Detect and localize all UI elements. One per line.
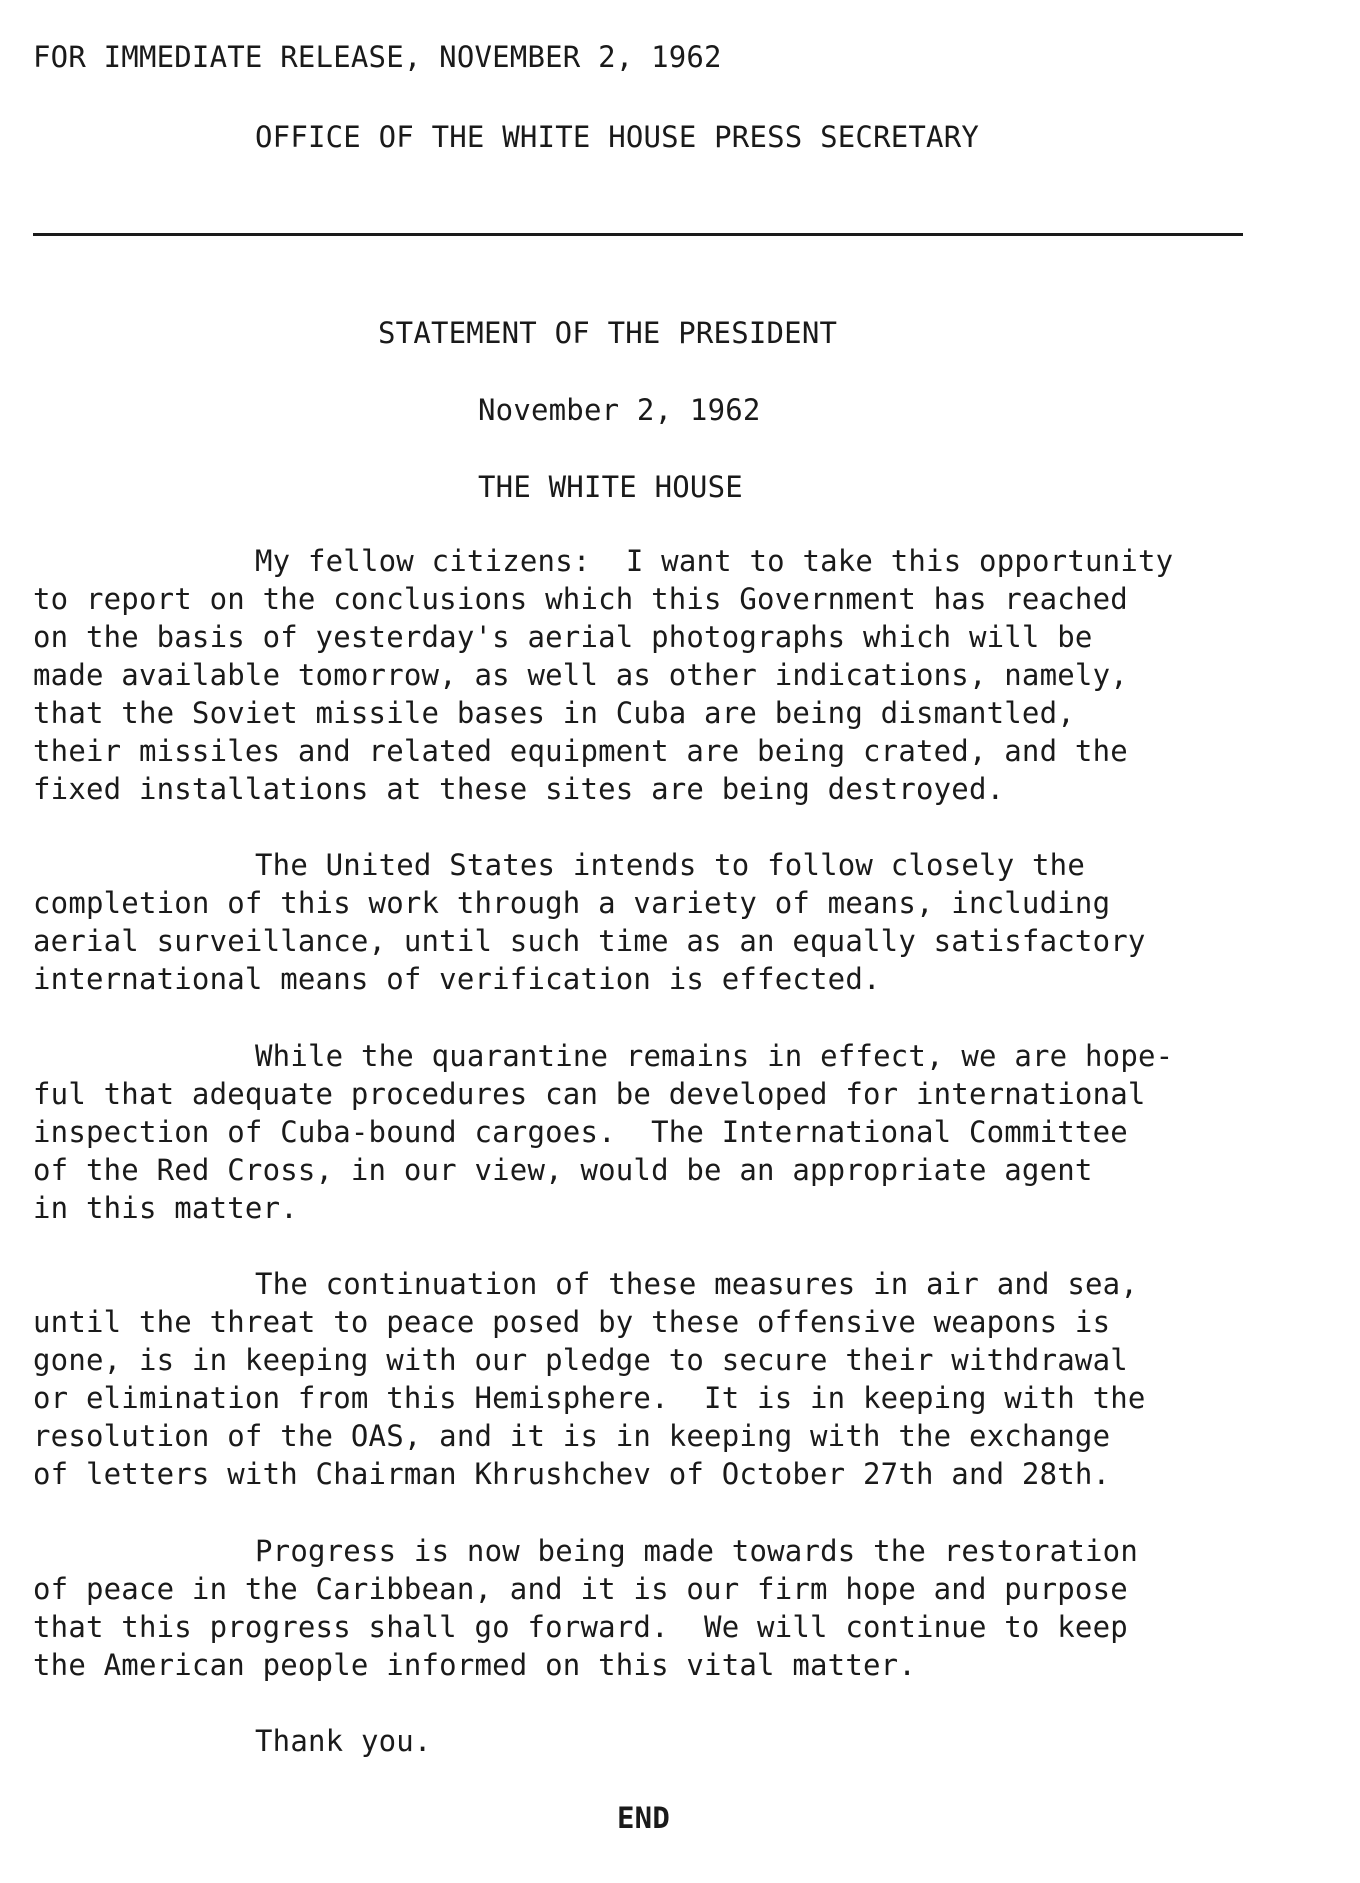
paragraph-line: of the Red Cross, in our view, would be an appropriate agent — [33, 1153, 1093, 1187]
paragraph-line: that this progress shall go forward. We will continue to keep — [33, 1610, 1128, 1644]
paragraph-line: in this matter. — [33, 1191, 298, 1225]
paragraph-line: to report on the conclusions which this Government has reached — [33, 582, 1128, 616]
paragraph-line: inspection of Cuba-bound cargoes. The International Committee — [33, 1115, 1128, 1149]
paragraph-line: gone, is in keeping with our pledge to secure their withdrawal — [33, 1343, 1128, 1377]
paragraph-line: While the quarantine remains in effect, we are hope- — [255, 1039, 1174, 1073]
paragraph-line: international means of verification is effected. — [33, 962, 881, 996]
paragraph-line: The continuation of these measures in air and sea, — [255, 1267, 1138, 1301]
closing-line: Thank you. — [255, 1724, 432, 1758]
statement-date: November 2, 1962 — [478, 393, 761, 427]
paragraph-line: completion of this work through a variety of means, including — [33, 886, 1111, 920]
paragraph-line: of letters with Chairman Khrushchev of October 27th and 28th. — [33, 1457, 1111, 1491]
statement-title: STATEMENT OF THE PRESIDENT — [378, 316, 838, 350]
paragraph-line: The United States intends to follow closely the — [255, 848, 1085, 882]
paragraph-line: aerial surveillance, until such time as an equally satisfactory — [33, 924, 1146, 958]
paragraph-line: the American people informed on this vital matter. — [33, 1648, 916, 1682]
paragraph-line: fixed installations at these sites are being destroyed. — [33, 772, 1005, 806]
paragraph-line: or elimination from this Hemisphere. It is in keeping with the — [33, 1381, 1146, 1415]
paragraph-line: Progress is now being made towards the restoration — [255, 1534, 1138, 1568]
end-mark: END — [617, 1801, 670, 1835]
office-line: OFFICE OF THE WHITE HOUSE PRESS SECRETARY — [255, 120, 980, 154]
paragraph-line: ful that adequate procedures can be developed for international — [33, 1077, 1146, 1111]
paragraph-line: on the basis of yesterday's aerial photographs which will be — [33, 620, 1093, 654]
paragraph-line: resolution of the OAS, and it is in keeping with the exchange — [33, 1419, 1111, 1453]
release-line: FOR IMMEDIATE RELEASE, NOVEMBER 2, 1962 — [33, 40, 722, 74]
paragraph-line: until the threat to peace posed by these offensive weapons is — [33, 1305, 1111, 1339]
paragraph-line: of peace in the Caribbean, and it is our firm hope and purpose — [33, 1572, 1128, 1606]
paragraph-line: that the Soviet missile bases in Cuba are being dismantled, — [33, 696, 1075, 730]
statement-place: THE WHITE HOUSE — [478, 470, 743, 504]
header-rule — [33, 233, 1243, 236]
paragraph-line: made available tomorrow, as well as other indications, namely, — [33, 658, 1128, 692]
paragraph-line: My fellow citizens: I want to take this opportunity — [255, 544, 1174, 578]
paragraph-line: their missiles and related equipment are being crated, and the — [33, 734, 1128, 768]
